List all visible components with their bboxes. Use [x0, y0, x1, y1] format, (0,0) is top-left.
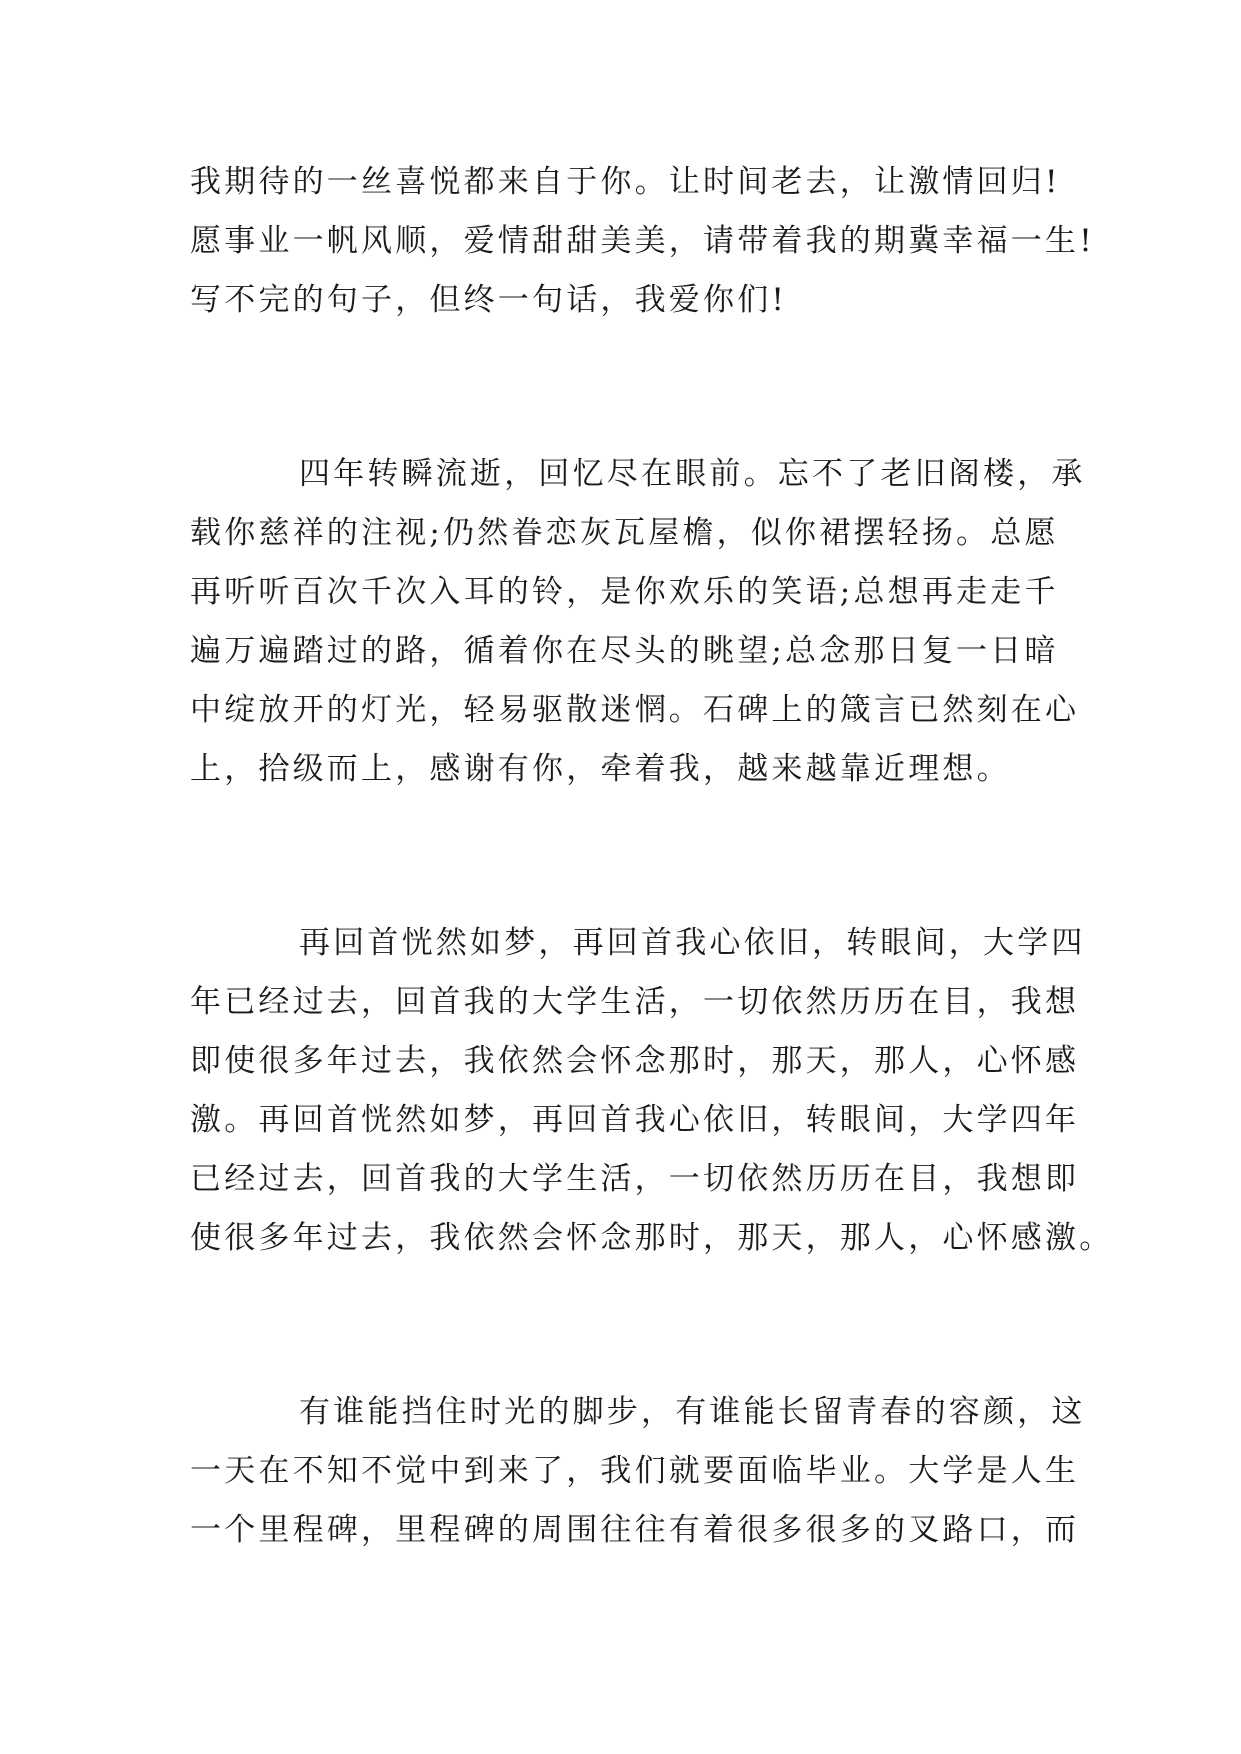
text-line: 载你慈祥的注视;仍然眷恋灰瓦屋檐，似你裙摆轻扬。总愿: [190, 515, 1059, 551]
text-line: 中绽放开的灯光，轻易驱散迷惘。石碑上的箴言已然刻在心: [190, 692, 1080, 728]
text-line: 愿事业一帆风顺，爱情甜甜美美，请带着我的期冀幸福一生!: [190, 223, 1095, 259]
text-line-indented: 四年转瞬流逝，回忆尽在眼前。忘不了老旧阁楼，承: [299, 456, 1086, 492]
text-line: 年已经过去，回首我的大学生活，一切依然历历在目，我想: [190, 984, 1080, 1020]
text-line: 激。再回首恍然如梦，再回首我心依旧，转眼间，大学四年: [190, 1102, 1080, 1138]
text-line: 我期待的一丝喜悦都来自于你。让时间老去，让激情回归!: [190, 164, 1061, 200]
text-line: 一天在不知不觉中到来了，我们就要面临毕业。大学是人生: [190, 1453, 1080, 1489]
text-line: 即使很多年过去，我依然会怀念那时，那天，那人，心怀感: [190, 1043, 1080, 1079]
text-line: 写不完的句子，但终一句话，我爱你们!: [190, 282, 788, 318]
text-line: 使很多年过去，我依然会怀念那时，那天，那人，心怀感激。: [190, 1220, 1114, 1256]
text-line-indented: 再回首恍然如梦，再回首我心依旧，转眼间，大学四: [299, 925, 1086, 961]
text-line: 遍万遍踏过的路，循着你在尽头的眺望;总念那日复一日暗: [190, 633, 1059, 669]
text-line: 已经过去，回首我的大学生活，一切依然历历在目，我想即: [190, 1161, 1080, 1197]
text-line-indented: 有谁能挡住时光的脚步，有谁能长留青春的容颜，这: [299, 1394, 1086, 1430]
text-line: 再听听百次千次入耳的铃，是你欢乐的笑语;总想再走走千: [190, 574, 1059, 610]
text-line: 一个里程碑，里程碑的周围往往有着很多很多的叉路口，而: [190, 1512, 1080, 1548]
text-line: 上，拾级而上，感谢有你，牵着我，越来越靠近理想。: [190, 751, 1011, 787]
